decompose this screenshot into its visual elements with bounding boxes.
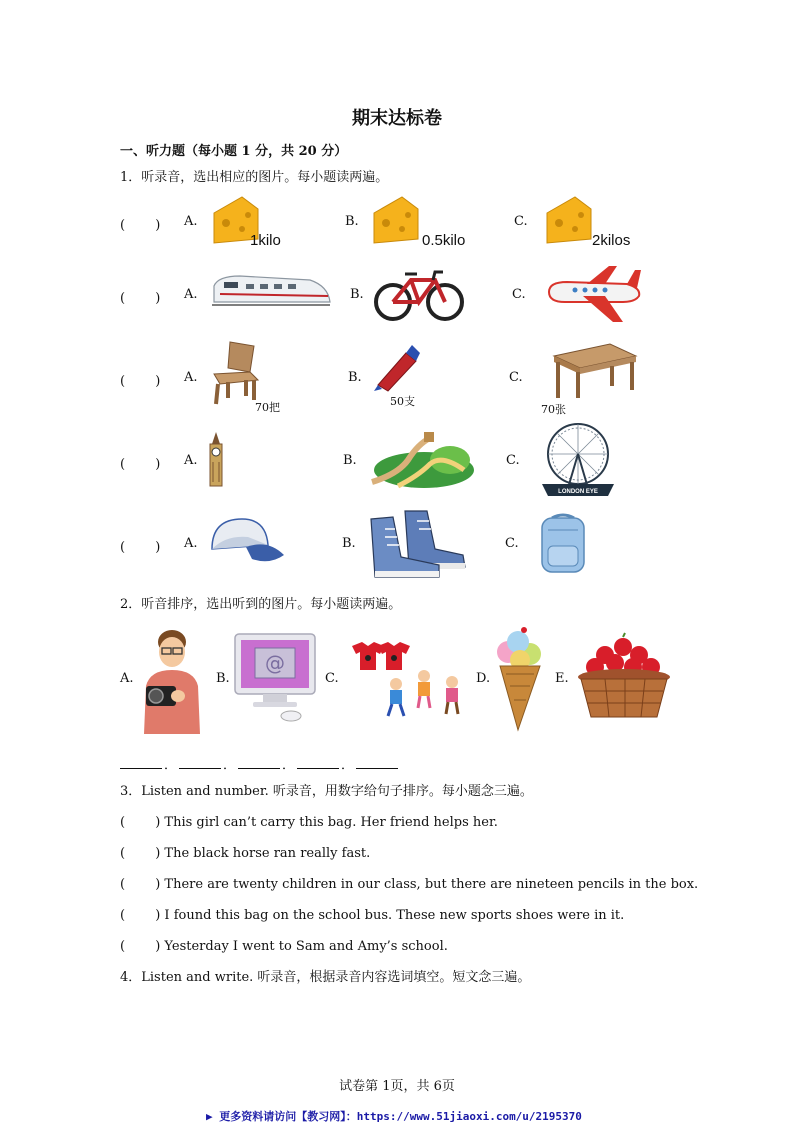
picture-label-b: B. [216, 671, 230, 686]
backpack-icon [536, 512, 590, 574]
sentence-row [120, 873, 698, 892]
option-b-label: B. [345, 214, 359, 229]
basket-of-apples-icon [575, 633, 673, 719]
option-b-label: B. [350, 287, 364, 302]
london-eye-icon [538, 418, 618, 502]
sentence-row [120, 904, 624, 923]
option-a-label: A. [184, 287, 198, 302]
option-b-label: B. [342, 536, 356, 551]
answer-paren-3: ( ) [120, 374, 161, 389]
sentence-row [120, 811, 498, 830]
answer-paren-2: ( ) [120, 291, 161, 306]
question-4-prompt: 4．Listen and write. 听录音，根据录音内容选词填空。短文念三遍。 [120, 970, 531, 985]
computer-email-icon [233, 632, 317, 722]
option-c-label: C. [505, 536, 519, 551]
picture-label-c: C. [325, 671, 339, 686]
option-b-label: B. [348, 370, 362, 385]
desk-icon [550, 340, 638, 400]
answer-paren[interactable]: ( ) [120, 815, 161, 830]
option-a-label: A. [184, 370, 198, 385]
picture-label-e: E. [555, 671, 569, 686]
sneakers-icon [365, 505, 467, 579]
london-eye-caption: LONDON EYE [558, 489, 598, 495]
sentence-text: I found this bag on the school bus. These new sports shoes were in it. [164, 908, 625, 923]
cheese-icon [545, 193, 593, 245]
quantity-label: 70张 [541, 403, 566, 416]
option-c-label: C. [514, 214, 528, 229]
marker-pen-icon [372, 343, 422, 393]
question-2-prompt: 2．听音排序，选出听到的图片。每小题读两遍。 [120, 597, 402, 612]
sentence-row [120, 935, 448, 954]
sentence-text: There are twenty children in our class, but there are nineteen pencils in the box. [164, 877, 699, 892]
answer-paren[interactable]: ( ) [120, 877, 161, 892]
ice-cream-cone-icon [494, 626, 546, 732]
answer-paren[interactable]: ( ) [120, 846, 161, 861]
baseball-cap-icon [208, 515, 286, 567]
option-a-label: A. [184, 453, 198, 468]
answer-paren-5: ( ) [120, 540, 161, 555]
ordering-answer-blanks[interactable]: ． ． ． ． [120, 754, 398, 773]
high-speed-train-icon [210, 272, 332, 312]
quantity-label: 70把 [255, 401, 280, 414]
svg-text:@: @ [265, 651, 285, 675]
option-c-label: C. [509, 370, 523, 385]
sentence-row [120, 842, 370, 861]
option-a-label: A. [184, 214, 198, 229]
big-ben-icon [206, 432, 226, 488]
cheese-weight-label: 0.5kilo [422, 232, 466, 249]
question-3-prompt: 3．Listen and number. 听录音，用数字给句子排序。每小题念三遍。 [120, 784, 533, 799]
page-title: 期末达标卷 [352, 108, 442, 129]
quantity-label: 50支 [390, 395, 415, 408]
photographer-man-icon [136, 624, 208, 734]
sentence-text: The black horse ran really fast. [164, 846, 371, 861]
airplane-icon [543, 262, 643, 324]
answer-paren-4: ( ) [120, 457, 161, 472]
answer-paren[interactable]: ( ) [120, 908, 161, 923]
option-a-label: A. [184, 536, 198, 551]
option-c-label: C. [512, 287, 526, 302]
chair-icon [208, 338, 264, 406]
question-1-prompt: 1．听录音，选出相应的图片。每小题读两遍。 [120, 170, 389, 185]
great-wall-icon [368, 430, 472, 488]
section-heading-listening: 一、听力题（每小题 1 分，共 20 分） [120, 144, 348, 159]
sentence-text: Yesterday I went to Sam and Amy’s school. [164, 939, 448, 954]
cheese-weight-label: 1kilo [250, 232, 281, 249]
sentence-text: This girl can’t carry this bag. Her friend helps her. [164, 815, 498, 830]
resource-link[interactable]: ▶ 更多资料请访问【教习网】：https://www.51jiaoxi.com/u/2195370 [206, 1110, 582, 1123]
answer-paren[interactable]: ( ) [120, 939, 161, 954]
answer-paren-1: ( ) [120, 218, 161, 233]
bicycle-icon [373, 264, 465, 322]
option-b-label: B. [343, 453, 357, 468]
picture-label-a: A. [120, 671, 134, 686]
kids-and-t-shirts-icon [348, 640, 470, 718]
cheese-weight-label: 2kilos [592, 232, 631, 249]
page-footer: 试卷第 1页，共 6页 [339, 1079, 455, 1094]
cheese-icon [372, 193, 420, 245]
option-c-label: C. [506, 453, 520, 468]
picture-label-d: D. [476, 671, 491, 686]
